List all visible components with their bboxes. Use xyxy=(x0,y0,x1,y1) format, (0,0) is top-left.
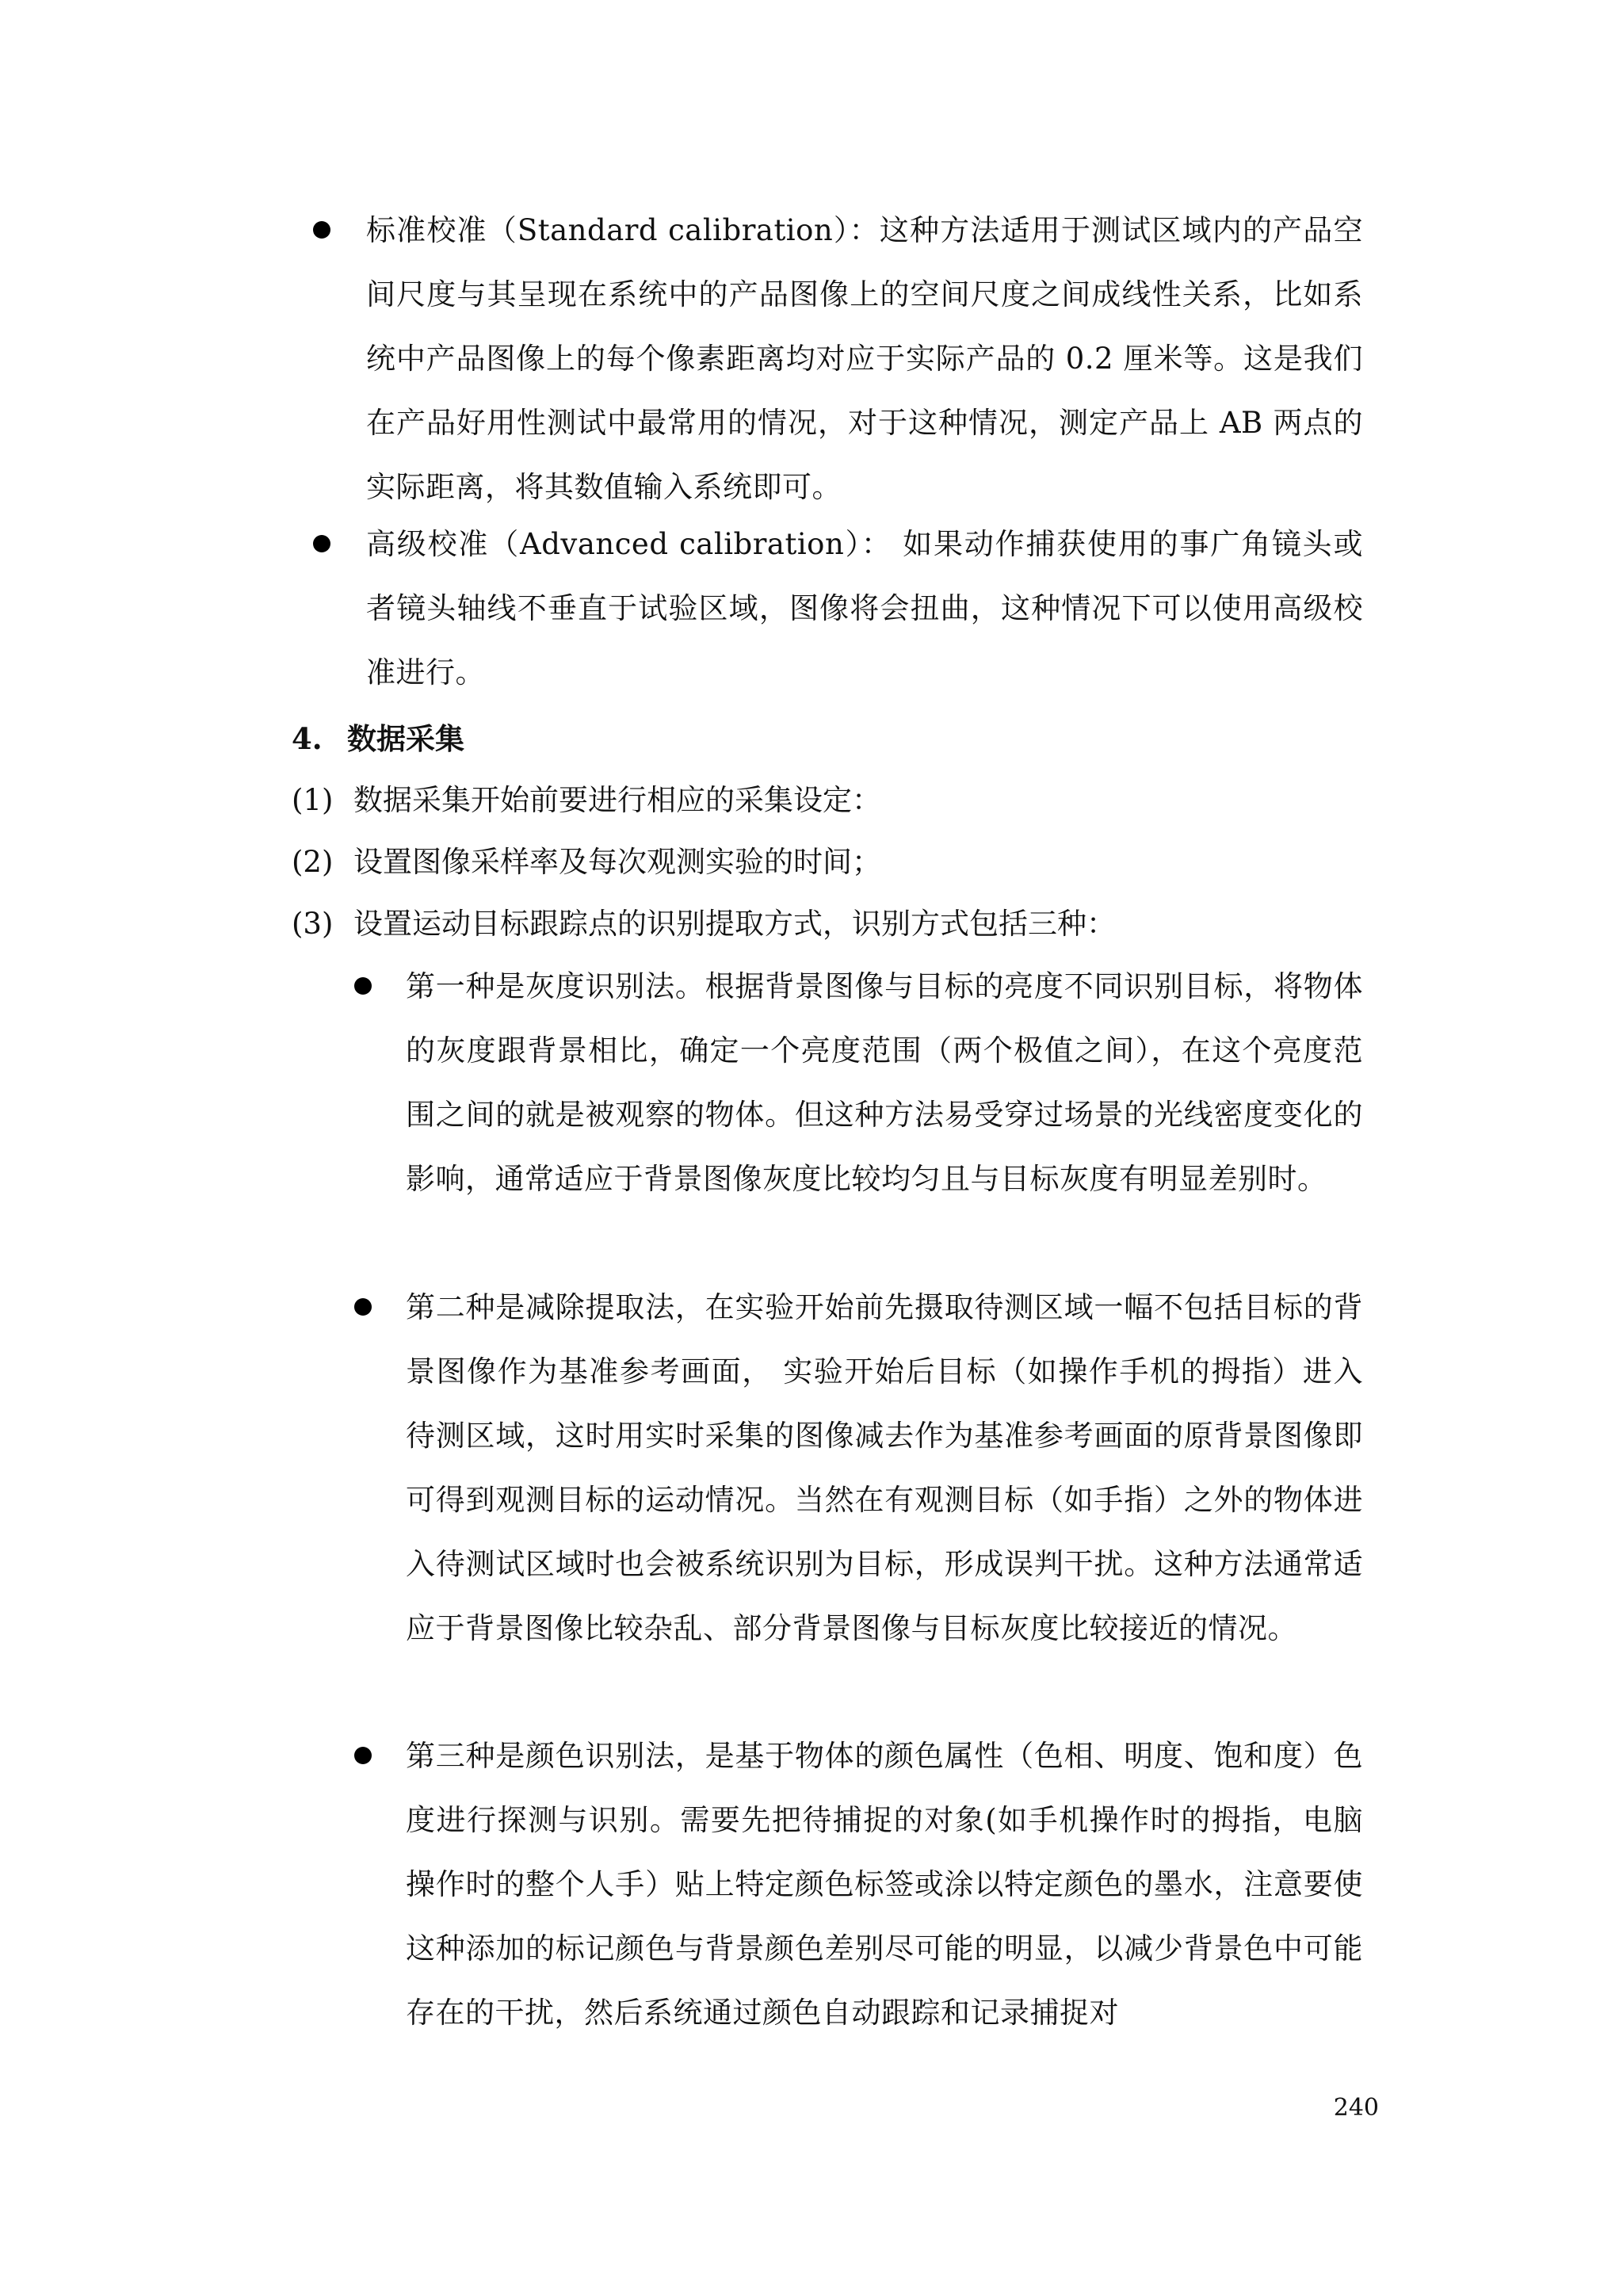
step-item xyxy=(292,839,881,886)
page-number: 240 xyxy=(1333,2094,1379,2122)
section-title: 数据采集 xyxy=(347,721,464,756)
bullet-icon xyxy=(354,1298,372,1316)
method-color: 第三种是颜色识别法，是基于物体的颜色属性（色相、明度、饱和度）色度进行探测与识别。需要先把待捕捉的对象(如手机操作时的拇指，电脑操作时的整个人手）贴上特定颜色标签或涂以特定颜色的墨水，注意要使这种添加的标记颜色与背景颜色差别尽可能的明显，以减少背景色中可能存在的干扰，然后系统通过颜色自动跟踪和记录捕捉对 xyxy=(406,1739,1363,2030)
step-text: 设置运动目标跟踪点的识别提取方式，识别方式包括三种： xyxy=(353,907,1116,941)
bullet-icon xyxy=(354,977,372,995)
bullet-standard-calibration: 标准校准（Standard calibration）：这种方法适用于测试区域内的产品空间尺度与其呈现在系统中的产品图像上的空间尺度之间成线性关系，比如系统中产品图像上的每个像素距离均对应于实际产品的 0.2 厘米等。这是我们在产品好用性测试中最常用的情况，对于这种情况，测定产品上 AB 两点的实际距离，将其数值输入系统即可。 xyxy=(366,213,1363,504)
step-text: 设置图像采样率及每次观测实验的时间； xyxy=(353,845,881,879)
method-grayscale: 第一种是灰度识别法。根据背景图像与目标的亮度不同识别目标，将物体的灰度跟背景相比，确定一个亮度范围（两个极值之间），在这个亮度范围之间的就是被观察的物体。但这种方法易受穿过场景的光线密度变化的影响，通常适应于背景图像灰度比较均匀且与目标灰度有明显差别时。 xyxy=(406,969,1363,1196)
step-number: (3) xyxy=(292,907,334,941)
section-number: 4. xyxy=(292,721,323,756)
bullet-icon xyxy=(313,221,330,239)
bullet-advanced-calibration: 高级校准（Advanced calibration）： 如果动作捕获使用的事广角镜头或者镜头轴线不垂直于试验区域，图像将会扭曲，这种情况下可以使用高级校准进行。 xyxy=(366,527,1363,690)
bullet-icon xyxy=(354,1747,372,1764)
method-subtraction: 第二种是减除提取法，在实验开始前先摄取待测区域一幅不包括目标的背景图像作为基准参考画面， 实验开始后目标（如操作手机的拇指）进入待测区域，这时用实时采集的图像减去作为基准参考画面的原背景图像即可得到观测目标的运动情况。当然在有观测目标（如手指）之外的物体进入待测试区域时也会被系统识别为目标，形成误判干扰。这种方法通常适应于背景图像比较杂乱、部分背景图像与目标灰度比较接近的情况。 xyxy=(406,1290,1363,1645)
step-item xyxy=(292,777,881,824)
step-text: 数据采集开始前要进行相应的采集设定： xyxy=(353,783,881,817)
section-heading xyxy=(292,715,464,762)
step-number: (1) xyxy=(292,783,334,817)
step-item xyxy=(292,900,1116,948)
step-number: (2) xyxy=(292,845,334,879)
bullet-icon xyxy=(313,535,330,552)
